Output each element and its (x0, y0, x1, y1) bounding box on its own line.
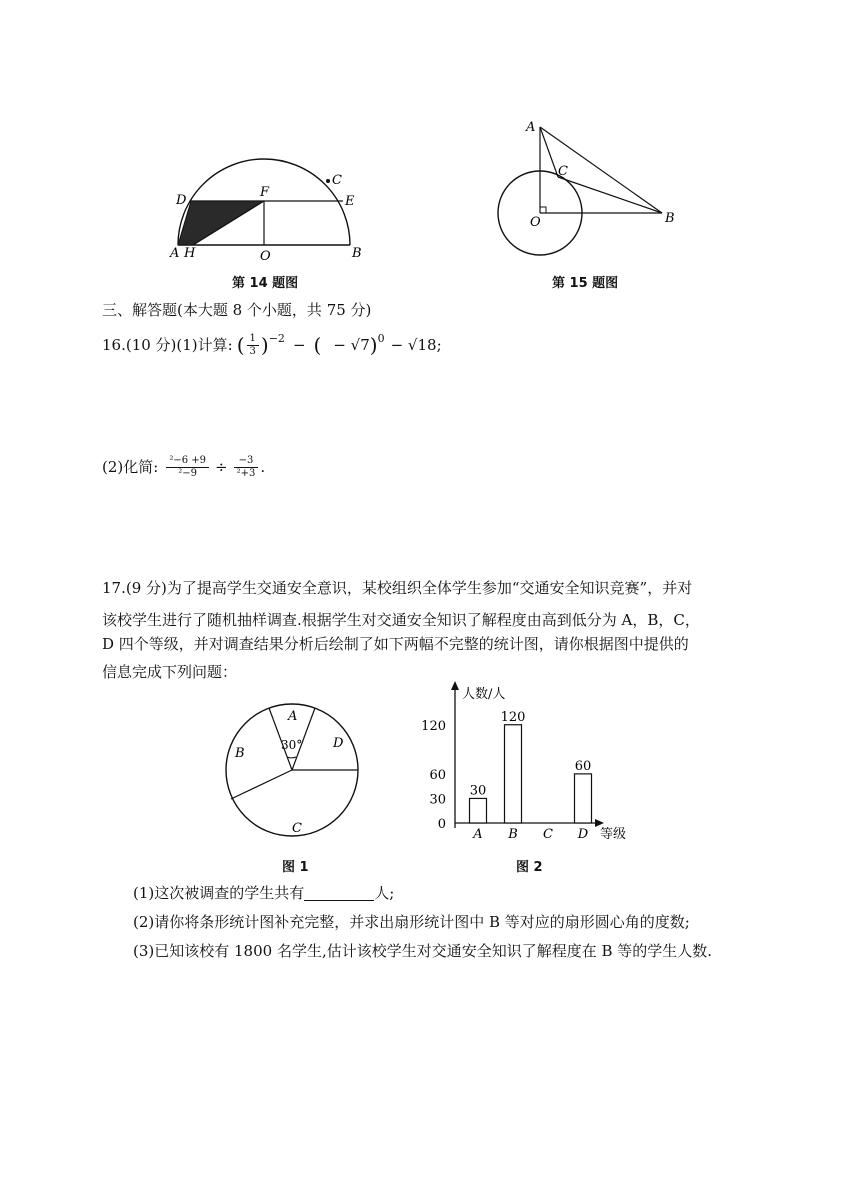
period: . (260, 458, 266, 476)
pie-slice-label-d: D (333, 736, 344, 751)
y-axis-arrow (451, 681, 459, 690)
q17-line-2: 该校学生进行了随机抽样调查.根据学生对交通安全知识了解程度由高到低分为 A，B，C， (102, 611, 700, 629)
y-tick-label: 0 (437, 817, 446, 832)
bar-a (470, 798, 487, 823)
pie-angle-annotation: 30° (281, 738, 303, 752)
x-tick-label: C (543, 827, 553, 842)
x-tick-label: A (473, 827, 483, 842)
bar-chart (420, 680, 650, 845)
label-d: D (176, 193, 187, 208)
q17-sub2: (2)请你将条形统计图补充完整，并求出扇形统计图中 B 等对应的扇形圆心角的度数; (133, 913, 690, 931)
fig2-caption: 图 2 (516, 860, 543, 875)
q16-part2 (102, 452, 265, 482)
q17-sub3: (3)已知该校有 1800 名学生,估计该校学生对交通安全知识了解程度在 B 等的学生人数. (133, 942, 713, 960)
section-heading: 三、解答题(本大题 8 个小题，共 75 分) (102, 301, 372, 319)
q16-part1-prefix: 16.(10 分)(1)计算: (102, 336, 233, 354)
point-c (326, 179, 330, 183)
answer-blank[interactable] (304, 886, 374, 901)
fig1-caption: 图 1 (282, 860, 309, 875)
outer-exponent: −2 (268, 332, 285, 345)
label-o: O (260, 249, 271, 264)
bar-value-label: 30 (469, 783, 487, 799)
pie-slice-label-a: A (288, 709, 298, 724)
label-b: B (352, 246, 362, 261)
label-h: H (184, 246, 196, 261)
q16-part2-prefix: (2)化简: (102, 458, 159, 476)
fig15-caption: 第 15 题图 (552, 276, 619, 291)
fraction-1: $\frac{\text{²−6 +9}}{\text{²−9}}$ (166, 455, 209, 480)
label-b: B (665, 211, 675, 226)
label-a: A (170, 246, 180, 261)
figure-14 (160, 150, 370, 265)
label-o: O (530, 215, 541, 230)
q16-part1: 16.(10 分)(1)计算: ( $\frac{1}{3}$ ) $^{-2}$ − ( − √7 ) $^0$ − √18; (102, 332, 442, 357)
bar-value-label: 120 (500, 709, 526, 725)
label-c: C (332, 173, 342, 188)
zero-exponent: 0 (377, 332, 385, 345)
right-angle-mark (540, 207, 546, 213)
segment-ac (540, 127, 558, 177)
label-f: F (260, 185, 270, 200)
pie-chart (220, 695, 365, 845)
x-tick-label: B (508, 827, 518, 842)
figure-15 (490, 115, 690, 265)
q17-sub1 (133, 884, 394, 902)
shaded-region (178, 201, 264, 245)
bar-b (505, 725, 522, 823)
label-e: E (345, 194, 355, 209)
pie-slice-label-c: C (292, 821, 302, 836)
bar-d (575, 774, 592, 823)
divide-sign: ÷ (214, 458, 228, 476)
inner-expression: − √7 (333, 336, 370, 354)
angle-arc (287, 757, 296, 758)
fraction-2: $\frac{-3}{\text{²+3}}$ (234, 455, 259, 480)
q17-line-4: 信息完成下列问题： (102, 663, 238, 681)
y-tick-label: 30 (429, 792, 446, 808)
y-axis-title: 人数/人 (462, 687, 506, 702)
x-tick-label: D (577, 827, 589, 842)
minus-sign: − (292, 336, 306, 354)
y-tick-label: 120 (421, 718, 446, 734)
q17-sub1-unit: 人; (374, 884, 395, 902)
one-third-fraction: $\frac{1}{3}$ (247, 333, 259, 358)
x-axis-title: 等级 (600, 827, 627, 842)
label-a: A (526, 120, 536, 135)
pie-divider-cb (231, 770, 292, 799)
label-c: C (558, 164, 568, 179)
y-tick-label: 60 (429, 767, 446, 783)
bar-value-label: 60 (574, 758, 592, 774)
q17-sub1-text: (1)这次被调查的学生共有 (133, 884, 305, 902)
q17-line-3: D 四个等级，并对调查结果分析后绘制了如下两幅不完整的统计图，请你根据图中提供的 (102, 635, 689, 653)
tail-expression: − √18; (390, 336, 442, 354)
x-axis-arrow (595, 819, 604, 827)
fig14-caption: 第 14 题图 (232, 276, 299, 291)
pie-slice-label-b: B (235, 746, 245, 761)
segment-cb (558, 177, 662, 213)
q17-line-1: 17.(9 分)为了提高学生交通安全意识，某校组织全体学生参加“交通安全知识竞赛”，并对 (102, 579, 693, 597)
